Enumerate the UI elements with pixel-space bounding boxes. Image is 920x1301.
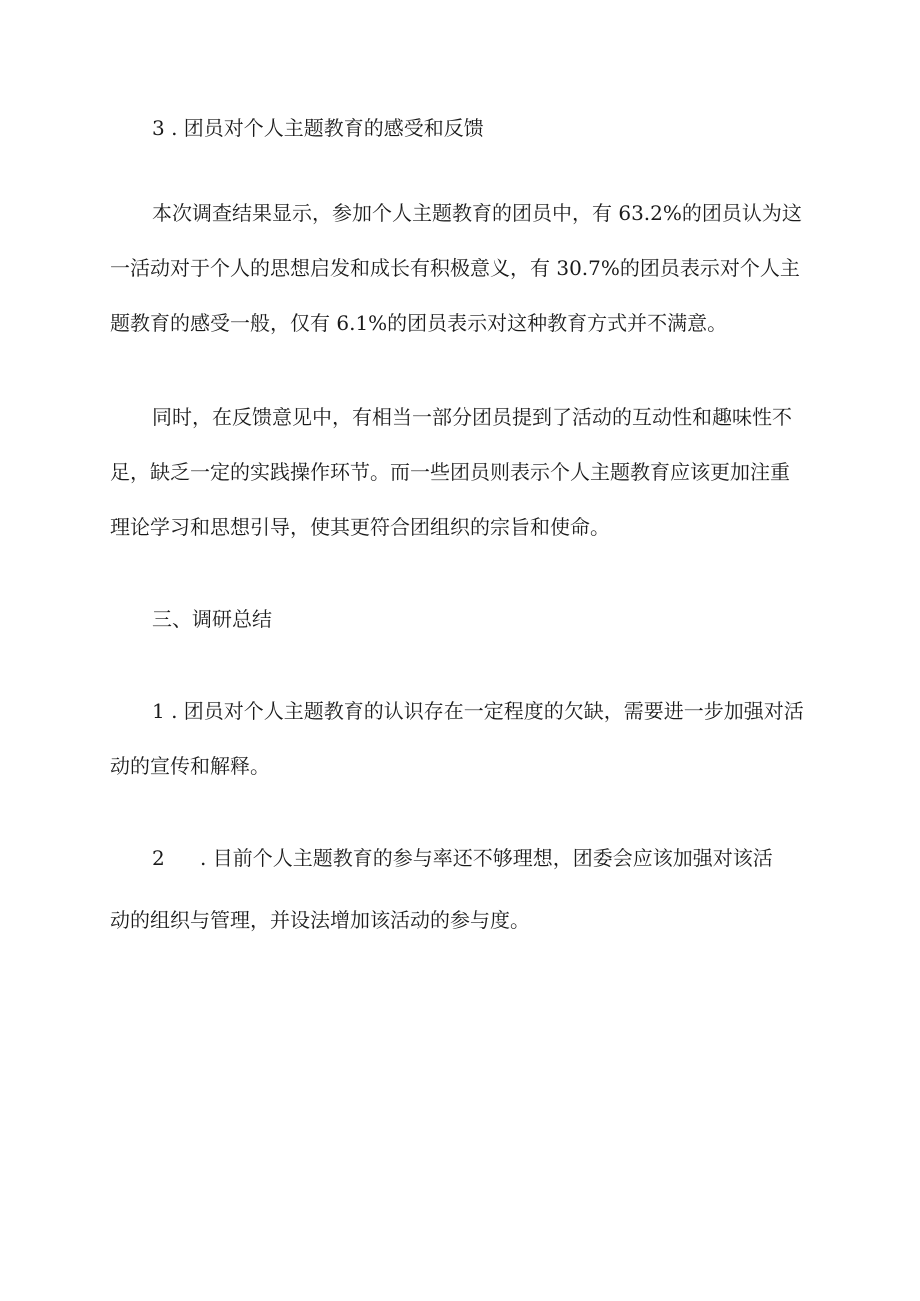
conclusion-2-line-2: 动的组织与管理，并设法增加该活动的参与度。 — [110, 908, 530, 932]
conclusion-2-line-1: . 目前个人主题教育的参与率还不够理想，团委会应该加强对该活 — [200, 846, 773, 870]
section-heading-summary: 三、调研总结 — [152, 607, 272, 631]
paragraph-1-line-2: 一活动对于个人的思想启发和成长有积极意义，有 30.7%的团员表示对个人主 — [110, 256, 800, 280]
conclusion-2-number: 2 — [152, 846, 165, 870]
section-3-heading: 3 . 团员对个人主题教育的感受和反馈 — [152, 116, 484, 140]
paragraph-2-line-2: 足，缺乏一定的实践操作环节。而一些团员则表示个人主题教育应该更加注重 — [110, 460, 790, 484]
paragraph-1-line-3: 题教育的感受一般，仅有 6.1%的团员表示对这种教育方式并不满意。 — [110, 311, 728, 335]
conclusion-1-line-2: 动的宣传和解释。 — [110, 754, 270, 778]
paragraph-2-line-3: 理论学习和思想引导，使其更符合团组织的宗旨和使命。 — [110, 515, 610, 539]
paragraph-2-line-1: 同时，在反馈意见中，有相当一部分团员提到了活动的互动性和趣味性不 — [152, 405, 792, 429]
paragraph-1-line-1: 本次调查结果显示，参加个人主题教育的团员中，有 63.2%的团员认为这 — [152, 201, 802, 225]
conclusion-1-line-1: 1 . 团员对个人主题教育的认识存在一定程度的欠缺，需要进一步加强对活 — [152, 699, 804, 723]
